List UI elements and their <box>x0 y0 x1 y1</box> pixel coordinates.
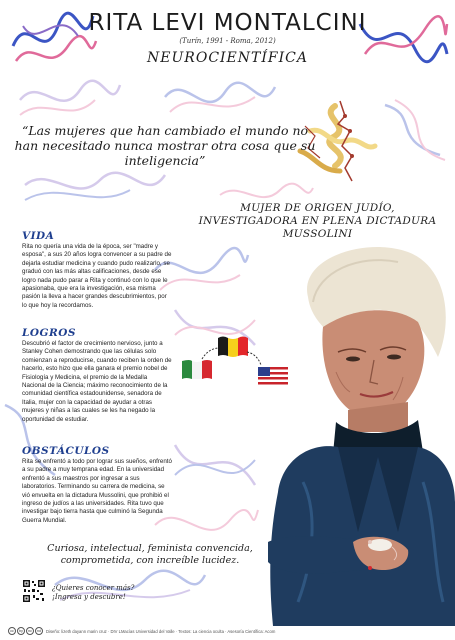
cta-line: ¿Quieres conocer más? <box>52 584 135 592</box>
protein-ribbon-icon <box>160 72 280 122</box>
license-mark: by <box>17 627 25 635</box>
footer-credits <box>8 626 448 636</box>
section-heading-logros: LOGROS <box>22 327 76 339</box>
call-to-action <box>52 584 134 601</box>
life-dates: (Turín, 1991 - Roma, 2012) <box>179 37 276 45</box>
italy-flag <box>182 359 212 379</box>
section-heading-vida: VIDA <box>22 230 55 242</box>
section-heading-obstaculos: OBSTÁCULOS <box>22 445 110 457</box>
license-mark: nd <box>35 627 43 635</box>
quote: “Las mujeres que han cambiado el mundo no han necesitado nunca mostrar otra cosa que su inteligencia” <box>14 123 316 168</box>
protein-ribbon-icon <box>20 165 170 210</box>
closing-statement: Curiosa, intelectual, feminista convencida, comprometida, con increíble lucidez. <box>47 543 253 566</box>
license-mark: cc <box>8 627 16 635</box>
section-body-vida: Rita no quería una vida de la época, ser "madre y esposa", a sus 20 años logra convencer a su padre de dejarla estudiar medicina y cuando pudo realizarlo, se graduó con las más altas calificaciones, desde ese logro nada pudo parar a Rita y continuó con lo que le apasionaba, que era la investigación, esa misma pasión la lleva a hacer grandes descubrimientos, por lo que hoy la recordamos. <box>22 243 172 309</box>
portrait-illustration <box>258 242 455 626</box>
license-badge-icon <box>8 627 43 635</box>
section-body-obstaculos: Rita se enfrentó a todo por lograr sus sueños, enfrentó a su padre a muy temprana edad. En la universidad enfrentó a sus maestros por ingresar a sus laboratorios. Terminando su carrera de medicina, se vió envuelta en la dictadura Mussolini, que prohibió el ingreso de judíos a las universidades. Rita tuvo que investigar bajo tierra hasta que culminó la Segunda Guerra Mundial. <box>22 458 172 524</box>
tagline: MUJER DE ORIGEN JUDÍO, INVESTIGADORA EN PLENA DICTADURA MUSSOLINI <box>198 202 437 240</box>
protein-ribbon-icon <box>170 430 260 500</box>
belgium-flag <box>218 335 248 357</box>
page-subtitle: NEUROCIENTÍFICA <box>147 50 308 66</box>
license-mark: nc <box>26 627 34 635</box>
protein-ribbon-icon <box>380 95 450 165</box>
arrow-icon <box>200 345 220 361</box>
qr-code-icon[interactable] <box>22 579 46 603</box>
footer-text: Diseño: lizeth dayann marin cruz · DIV LMacías Universidad del Valle · Textos: La ciencia oculta · Asesoría Científica: Acom <box>46 628 276 634</box>
cta-line: ¡Ingresa y descubre! <box>52 592 126 601</box>
page-title: RITA LEVI MONTALCINI <box>88 10 367 36</box>
protein-ribbon-icon <box>15 70 125 125</box>
section-body-logros: Descubrió el factor de crecimiento nervioso, junto a Stanley Cohen demostrando que las células solo comienzan a reproducirse, cuando reciben la orden de hacerlo, esto hizo que ella ganara el premio nobel de Fisiología y Medicina, el premio de la Medalla Nacional de la Ciencia; máximo reconocimiento de la comunidad científica estadounidense, senadora de Italia, mujer con la capacidad de ayudar a otras mujeres y niñas a las cuales se les ha negado la oportunidad de estudiar. <box>22 340 172 423</box>
